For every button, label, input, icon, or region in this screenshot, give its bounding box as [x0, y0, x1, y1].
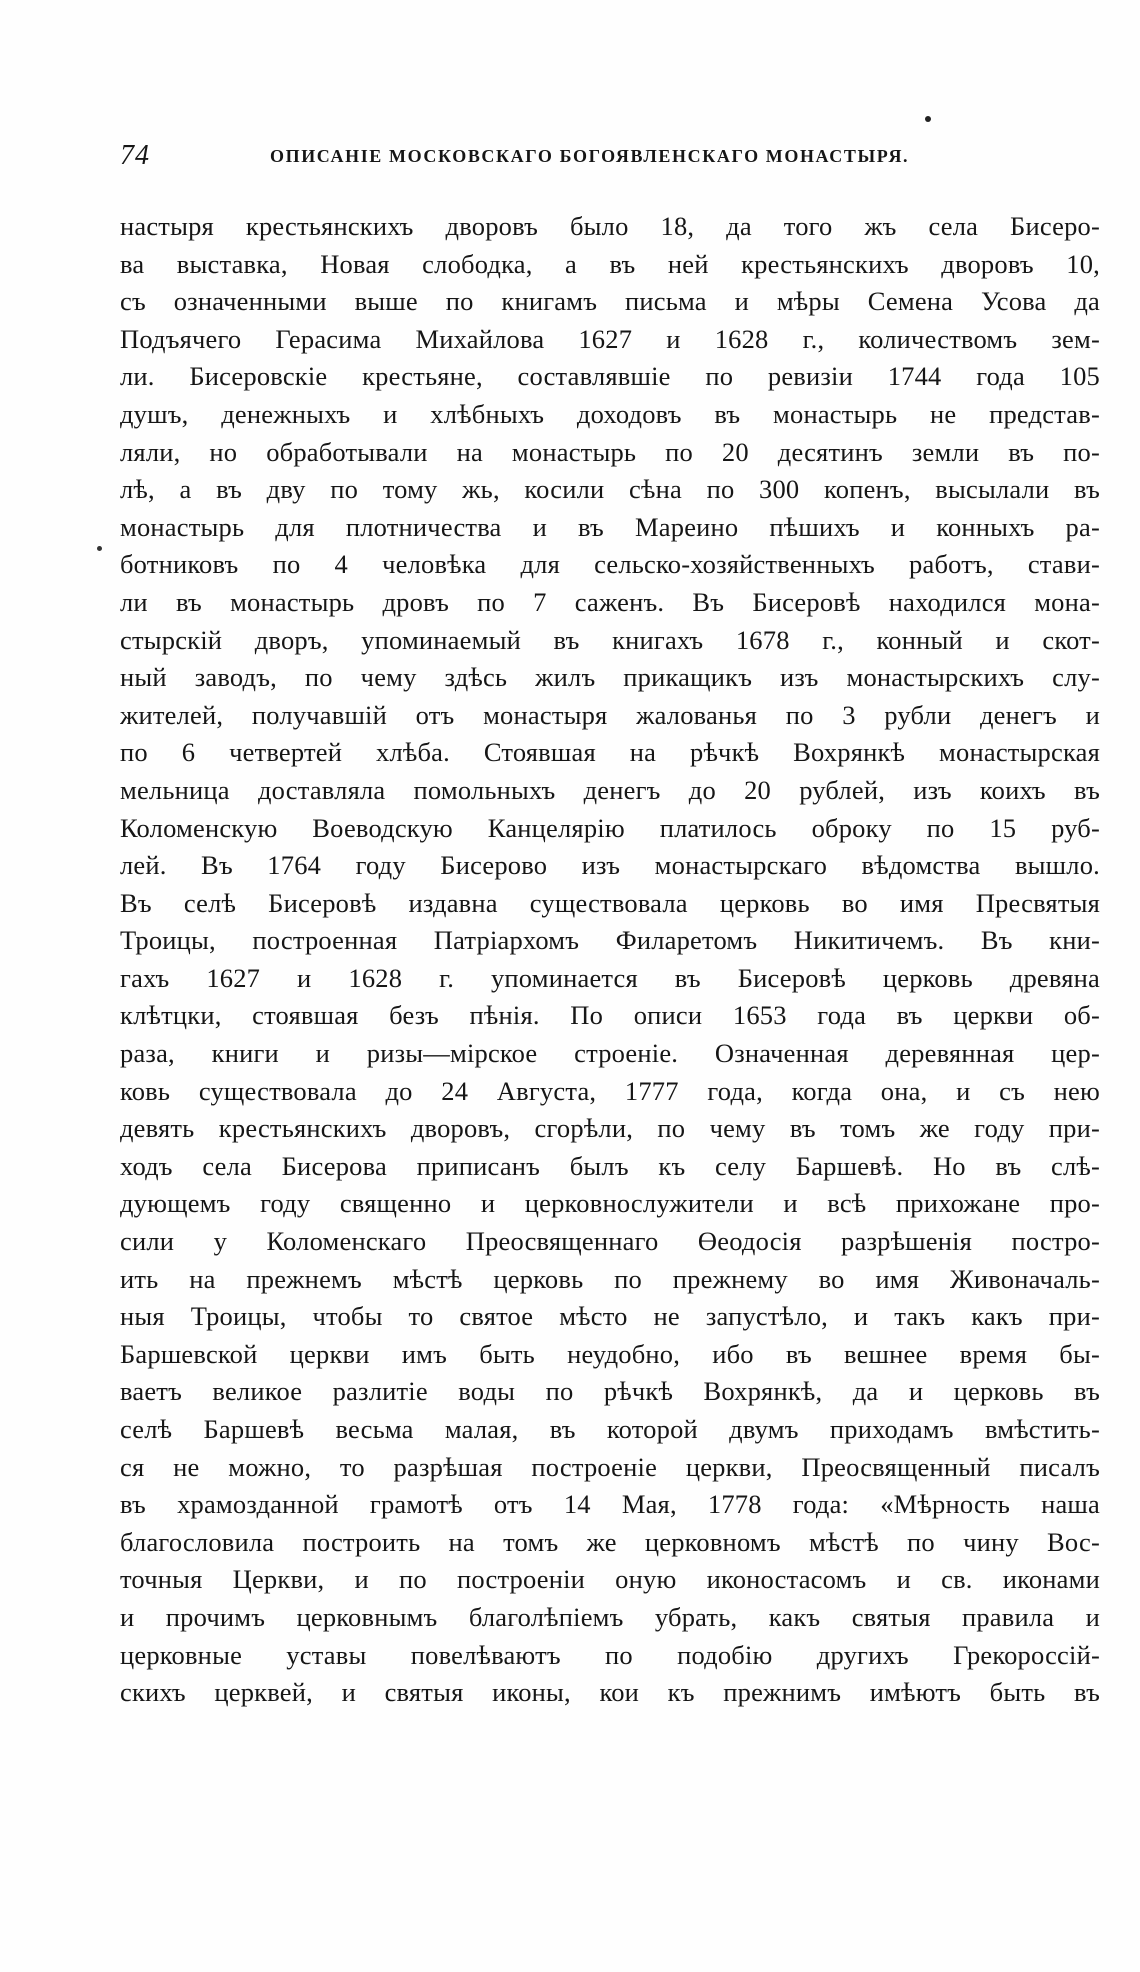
margin-ink-mark [97, 546, 102, 551]
text-line: Коломенскую Воеводскую Канцелярію платилось оброку по 15 руб- [120, 812, 1100, 843]
text-line: Въ селѣ Бисеровѣ издавна существовала церковь во имя Пресвятыя [120, 887, 1100, 918]
text-line: ваетъ великое разлитіе воды по рѣчкѣ Вохрянкѣ, да и церковь въ [120, 1376, 1100, 1407]
text-line: точныя Церкви, и по построеніи оную иконостасомъ и св. иконами [120, 1564, 1100, 1595]
text-line: лей. Въ 1764 году Бисерово изъ монастырскаго вѣдомства вышло. [120, 850, 1100, 881]
text-line: лѣ, а въ дву по тому жь, косили сѣна по 300 копенъ, высылали въ [120, 474, 1100, 505]
text-line: селѣ Баршевѣ весьма малая, въ которой двумъ приходамъ вмѣстить- [120, 1414, 1100, 1444]
text-line: и прочимъ церковнымъ благолѣпіемъ убрать, какъ святыя правила и [120, 1601, 1100, 1632]
text-line: ходъ села Бисерова приписанъ былъ къ селу Баршевѣ. Но въ слѣ- [120, 1150, 1100, 1181]
page-header [120, 140, 970, 170]
text-line: ли. Бисеровскіе крестьяне, составлявшіе по ревизіи 1744 года 105 [120, 361, 1100, 392]
ink-speck [925, 116, 931, 122]
text-line: по 6 четвертей хлѣба. Стоявшая на рѣчкѣ Вохрянкѣ монастырская [120, 737, 1100, 768]
text-line: душъ, денежныхъ и хлѣбныхъ доходовъ въ монастырь не представ- [120, 398, 1100, 429]
text-line: Баршевской церкви имъ быть неудобно, ибо въ вешнее время бы- [120, 1338, 1100, 1369]
text-line: церковные уставы повелѣваютъ по подобію другихъ Грекороссій- [120, 1639, 1100, 1670]
page-number: 74 [120, 140, 150, 171]
text-line: ить на прежнемъ мѣстѣ церковь по прежнему во имя Живоначаль- [120, 1263, 1100, 1294]
text-line: гахъ 1627 и 1628 г. упоминается въ Бисеровѣ церковь древяна [120, 962, 1100, 993]
running-title: ОПИСАНІЕ МОСКОВСКАГО БОГОЯВЛЕНСКАГО МОНАСТЫРЯ. [270, 146, 910, 166]
text-line: ботниковъ по 4 человѣка для сельско-хозяйственныхъ работъ, стави- [120, 549, 1100, 580]
text-line: клѣтцки, стоявшая безъ пѣнія. По описи 1653 года въ церкви об- [120, 1000, 1100, 1031]
body-text [120, 208, 1100, 1712]
text-line: мельница доставляла помольныхъ денегъ до 20 рублей, изъ коихъ въ [120, 774, 1100, 805]
text-line: девять крестьянскихъ дворовъ, сгорѣли, по чему въ томъ же году при- [120, 1113, 1100, 1144]
text-line: сили у Коломенскаго Преосвященнаго Өеодосія разрѣшенія постро- [120, 1226, 1100, 1257]
text-line: жителей, получавшій отъ монастыря жалованья по 3 рубли денегъ и [120, 699, 1100, 730]
text-line: скихъ церквей, и святыя иконы, кои къ прежнимъ имѣютъ быть въ [120, 1677, 1100, 1708]
text-line: ва выставка, Новая слободка, а въ ней крестьянскихъ дворовъ 10, [120, 248, 1100, 279]
text-line: съ означенными выше по книгамъ письма и мѣры Семена Усова да [120, 286, 1100, 317]
text-line: Подъячего Герасима Михайлова 1627 и 1628 г., количествомъ зем- [120, 323, 1100, 354]
text-line: благословила построить на томъ же церковномъ мѣстѣ по чину Вос- [120, 1526, 1100, 1557]
text-line: ляли, но обработывали на монастырь по 20 десятинъ земли въ по- [120, 436, 1100, 467]
text-line: ный заводъ, по чему здѣсь жилъ прикащикъ изъ монастырскихъ слу- [120, 662, 1100, 693]
text-line: Троицы, построенная Патріархомъ Филаретомъ Никитичемъ. Въ кни- [120, 925, 1100, 956]
text-line: ковь существовала до 24 Августа, 1777 года, когда она, и съ нею [120, 1075, 1100, 1106]
text-line: настыря крестьянскихъ дворовъ было 18, да того жъ села Бисеро- [120, 211, 1100, 241]
text-line: монастырь для плотничества и въ Мареино пѣшихъ и конныхъ ра- [120, 511, 1100, 542]
text-line: ли въ монастырь дровъ по 7 саженъ. Въ Бисеровѣ находился мона- [120, 586, 1100, 617]
text-line: въ храмозданной грамотѣ отъ 14 Мая, 1778 года: «Мѣрность наша [120, 1489, 1100, 1520]
text-line: ныя Троицы, чтобы то святое мѣсто не запустѣло, и такъ какъ при- [120, 1301, 1100, 1332]
text-line: раза, книги и ризы—мірское строеніе. Означенная деревянная цер- [120, 1038, 1100, 1069]
text-line: дующемъ году священно и церковнослужители и всѣ прихожане про- [120, 1188, 1100, 1219]
text-line: ся не можно, то разрѣшая построеніе церкви, Преосвященный писалъ [120, 1451, 1100, 1482]
text-line: стырскій дворъ, упоминаемый въ книгахъ 1678 г., конный и скот- [120, 624, 1100, 655]
